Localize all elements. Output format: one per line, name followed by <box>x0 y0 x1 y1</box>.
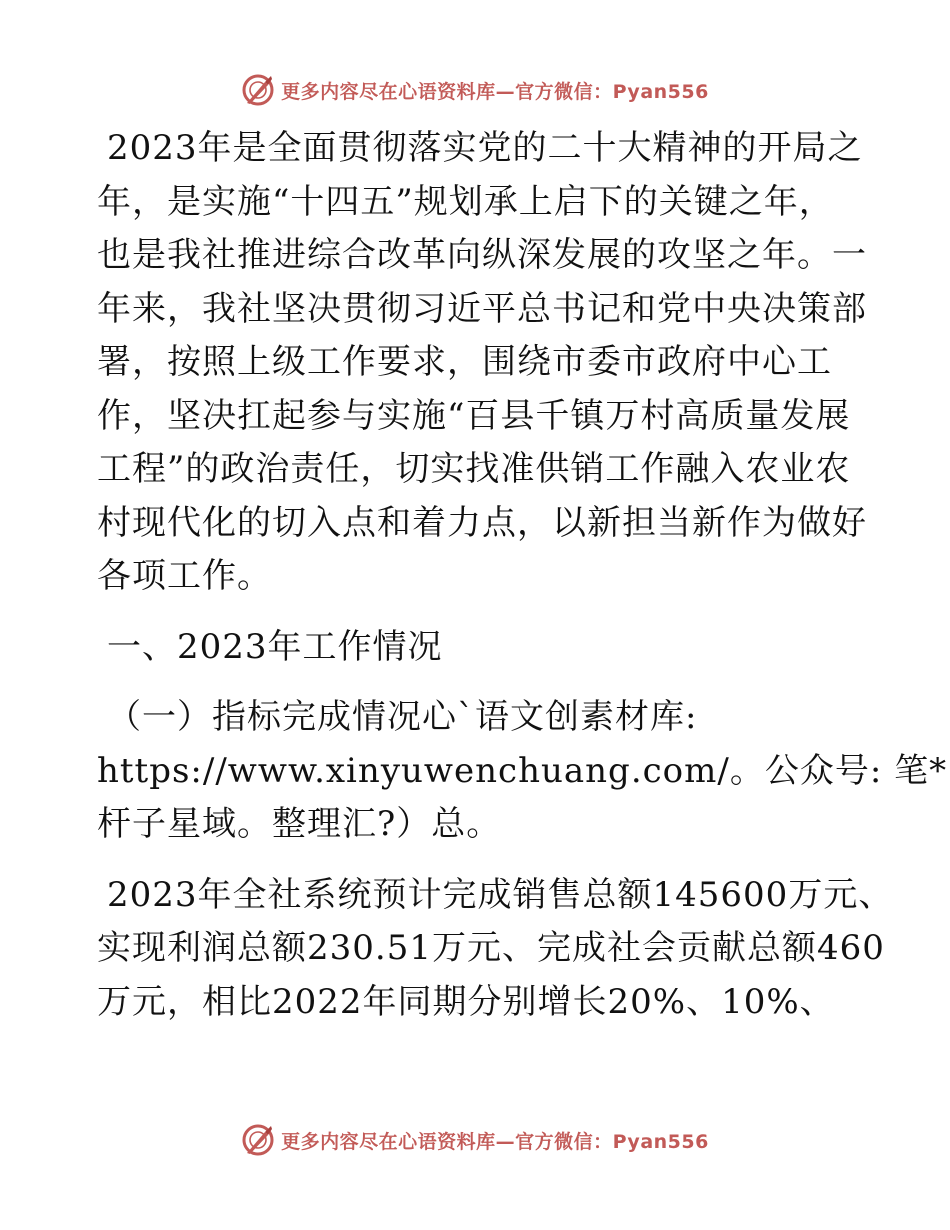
text-line: 也是我社推进综合改革向纵深发展的攻坚之年。一 <box>97 235 867 275</box>
text-line: https://www.xinyuwenchuang.com/。公众号: 笔* <box>97 750 948 791</box>
paragraph-intro <box>97 122 867 604</box>
quill-seal-logo-icon <box>241 1123 275 1157</box>
heading-text: 一、2023年工作情况 <box>107 626 443 667</box>
text-line: 作，坚决扛起参与实施“百县千镇万村高质量发展 <box>97 395 851 436</box>
text-line: 杆子星域。整理汇?）总。 <box>97 804 502 844</box>
quill-seal-logo-icon <box>241 73 275 107</box>
text-line: 年，是实施“十四五”规划承上启下的关键之年， <box>97 181 834 222</box>
watermark-footer <box>0 1120 950 1160</box>
section-heading <box>97 621 857 675</box>
text-line: 工程”的政治责任，切实找准供销工作融入农业农 <box>97 449 851 489</box>
text-line: 各项工作。 <box>97 556 272 596</box>
watermark-header <box>0 70 950 110</box>
text-line: 年来，我社坚决贯彻习近平总书记和党中央决策部 <box>97 288 867 329</box>
watermark-text: 更多内容尽在心语资料库—官方微信：Pyan556 <box>281 1130 709 1153</box>
text-line: 2023年是全面贯彻落实党的二十大精神的开局之 <box>107 128 863 168</box>
text-line: （一）指标完成情况心`语文创素材库: <box>107 697 698 737</box>
text-line: 实现利润总额230.51万元、完成社会贡献总额460 <box>97 928 885 968</box>
text-line: 署，按照上级工作要求，围绕市委市政府中心工 <box>97 342 832 382</box>
text-line: 村现代化的切入点和着力点，以新担当新作为做好 <box>97 502 867 543</box>
text-line: 2023年全社系统预计完成销售总额145600万元、 <box>107 874 894 915</box>
subsection-heading <box>97 691 948 852</box>
text-line: 万元，相比2022年同期分别增长20%、10%、 <box>97 981 835 1022</box>
watermark-text: 更多内容尽在心语资料库—官方微信：Pyan556 <box>281 80 709 103</box>
paragraph-indicators <box>97 869 894 1030</box>
document-body <box>97 122 948 1029</box>
